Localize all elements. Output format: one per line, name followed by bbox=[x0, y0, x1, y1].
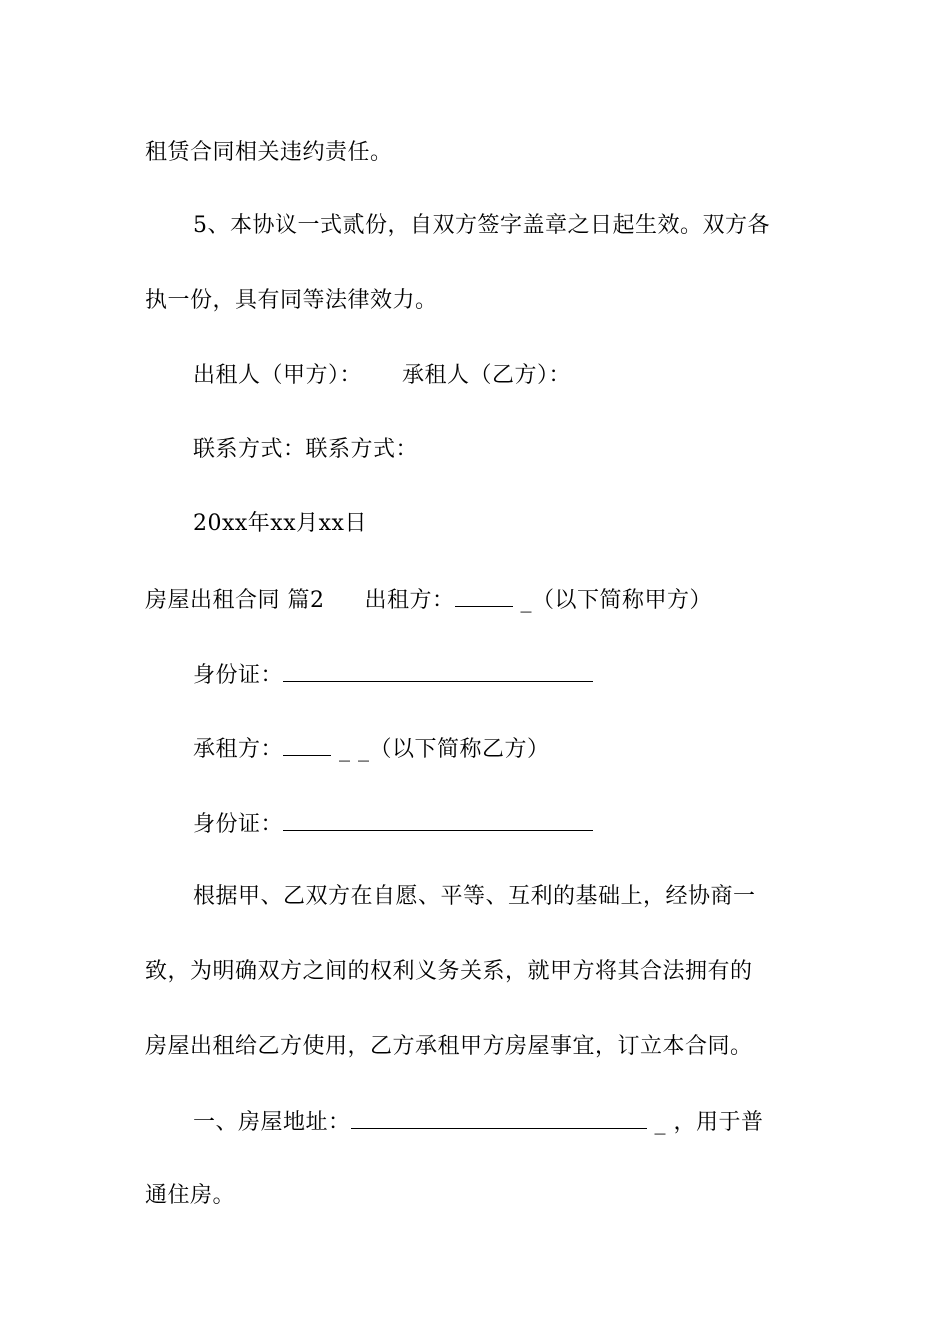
text-line: 房屋出租给乙方使用，乙方承租甲方房屋事宜，订立本合同。 bbox=[145, 1034, 753, 1059]
lessee-field-suffix: _ _（以下简称乙方） bbox=[339, 737, 550, 762]
lessor-field-label: 出租方： bbox=[364, 588, 455, 613]
text-line: 执一份，具有同等法律效力。 bbox=[145, 288, 438, 313]
lessee-name-blank bbox=[283, 733, 331, 756]
contract-heading: 房屋出租合同 篇2 bbox=[145, 588, 325, 613]
lessor-id-blank bbox=[283, 659, 593, 682]
address-label: 一、房屋地址： bbox=[193, 1110, 351, 1135]
paragraph-line bbox=[145, 1181, 235, 1211]
paragraph-line bbox=[193, 211, 770, 241]
lessee-line bbox=[193, 733, 550, 765]
paragraph-line bbox=[145, 286, 438, 316]
paragraph-line bbox=[145, 138, 393, 168]
paragraph-line bbox=[145, 1032, 753, 1062]
address-suffix: _ ，用于普 bbox=[654, 1110, 764, 1135]
paragraph-line bbox=[193, 882, 756, 912]
id-label: 身份证： bbox=[193, 663, 284, 688]
text-line: 租赁合同相关违约责任。 bbox=[145, 140, 393, 165]
id-label: 身份证： bbox=[193, 812, 284, 837]
lessee-field-label: 承租方： bbox=[193, 737, 284, 762]
text-line: 通住房。 bbox=[145, 1183, 236, 1208]
lessee-label: 承租人（乙方）： bbox=[402, 363, 572, 388]
lessee-id-blank bbox=[283, 808, 593, 831]
id-line bbox=[193, 659, 593, 691]
date-line bbox=[193, 509, 367, 539]
id-line bbox=[193, 808, 593, 840]
contact-line bbox=[193, 435, 418, 465]
paragraph-line bbox=[145, 957, 753, 987]
lessor-label: 出租人（甲方）： bbox=[193, 363, 363, 388]
address-line bbox=[193, 1106, 764, 1138]
contact-label: 联系方式：联系方式： bbox=[193, 437, 419, 462]
text-line: 根据甲、乙双方在自愿、平等、互利的基础上，经协商一 bbox=[193, 884, 756, 909]
lessor-name-blank bbox=[455, 584, 513, 607]
signature-parties-line bbox=[193, 361, 571, 391]
text-line: 5、本协议一式贰份，自双方签字盖章之日起生效。双方各 bbox=[193, 213, 770, 238]
lessor-field-suffix: _（以下简称甲方） bbox=[520, 588, 713, 613]
heading-line bbox=[145, 584, 712, 616]
text-line: 致，为明确双方之间的权利义务关系，就甲方将其合法拥有的 bbox=[145, 959, 753, 984]
address-blank bbox=[351, 1106, 647, 1129]
date-text: 20xx年xx月xx日 bbox=[193, 511, 367, 536]
